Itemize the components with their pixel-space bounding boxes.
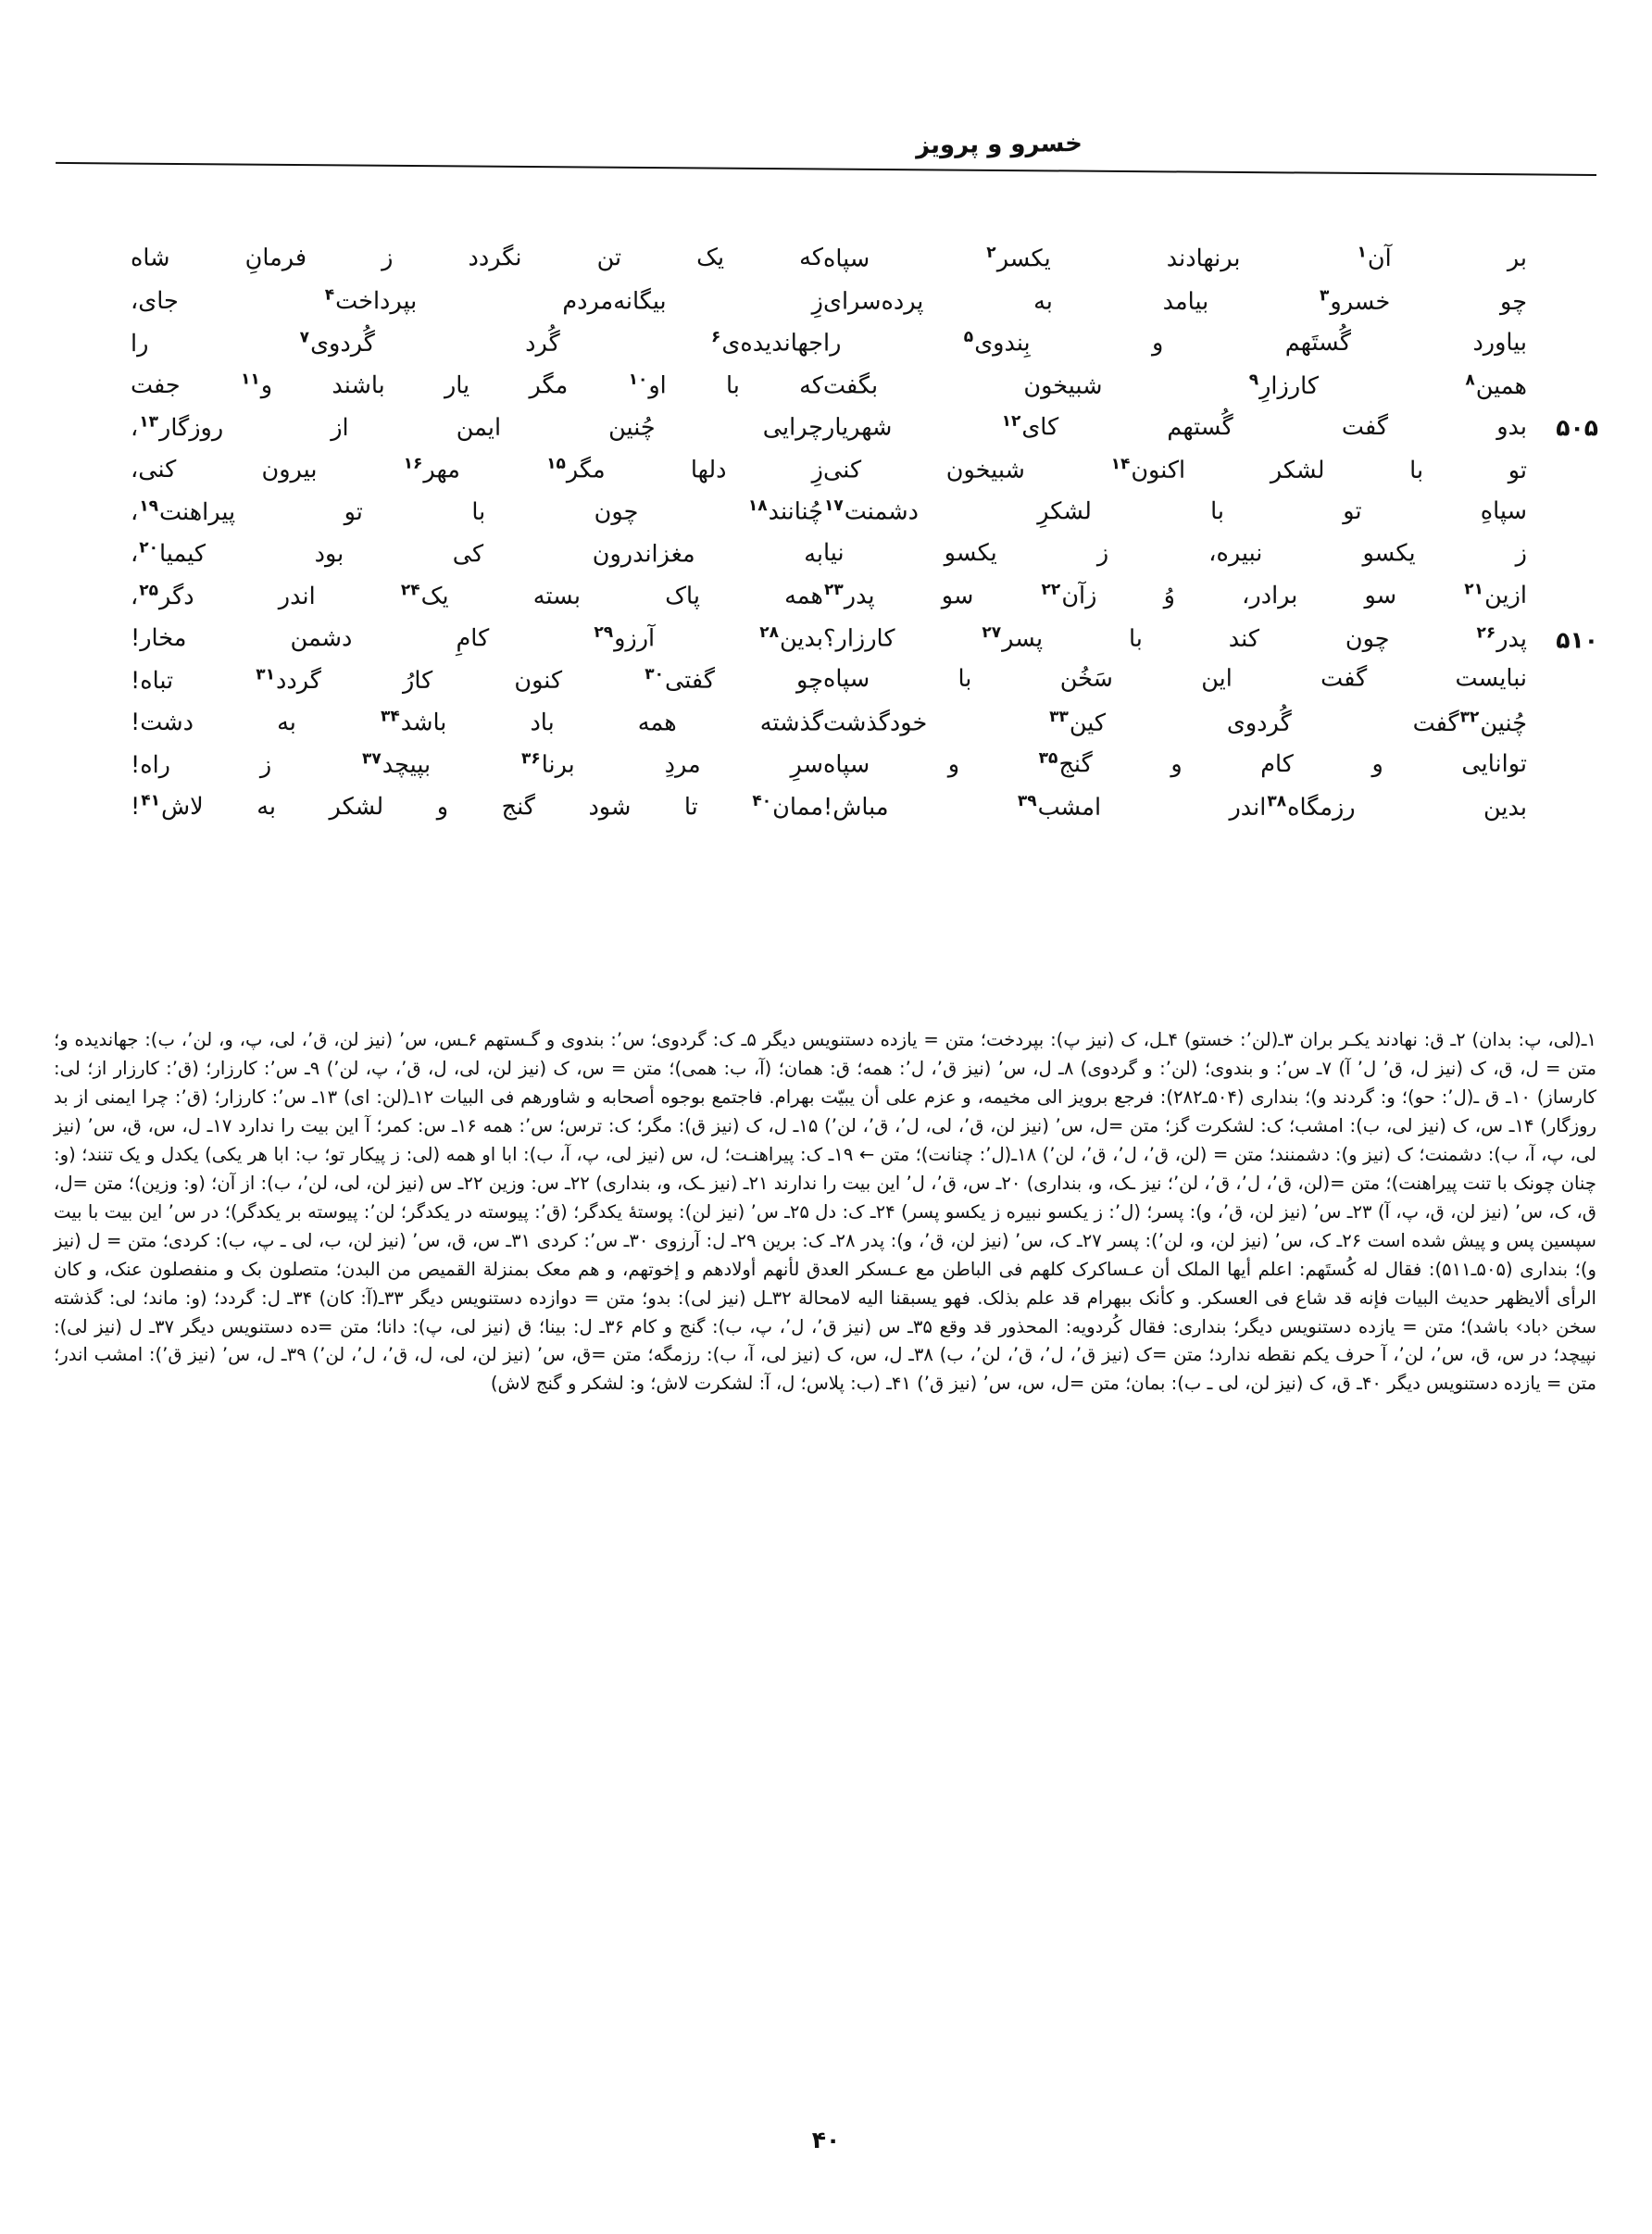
- hemistich-second: چُنانند$^{۱۸}$ چون با تو پیراهنت$^{۱۹}$،: [130, 496, 824, 527]
- hemistich-first: بیاورد گُستَهم و بِندوی$^۵$ را: [822, 327, 1528, 358]
- hemistich-first: ازین$^{۲۱}$ سو برادر، وُ زآن$^{۲۲}$ سو پدر$^{۲۳}$: [823, 580, 1528, 610]
- hemistich-second: که یک تن نگردد ز فرمانِ شاه: [130, 244, 824, 272]
- verse-couplet: [52, 790, 1596, 834]
- verse-couplet: [52, 621, 1599, 665]
- verse-couplet: [52, 495, 1596, 538]
- verse-couplet: [52, 706, 1596, 749]
- verse-couplet: [52, 284, 1596, 328]
- hemistich-first: چو خسرو$^۳$ بیامد به پرده‌سرای: [822, 285, 1527, 316]
- hemistich-first: بر آن$^۱$ برنهادند یکسر$^۲$ سپاه: [822, 243, 1528, 273]
- hemistich-second: زِ دلها مگر$^{۱۵}$ مهر$^{۱۶}$ بیرون کنی،: [130, 454, 824, 483]
- verse-couplet: [52, 369, 1596, 412]
- verse-couplet: [52, 537, 1596, 581]
- critical-apparatus: [54, 1026, 1596, 1399]
- hemistich-second: گذشته همه باد باشد$^{۳۴}$ به دشت!: [130, 707, 824, 736]
- verse-couplet: [52, 453, 1596, 496]
- hemistich-first: بدو گفت گُستهم کای$^{۱۲}$ شهریار: [822, 411, 1528, 442]
- verse-couplet: [52, 663, 1596, 707]
- hemistich-second: به مغزاندرون کی بود کیمیا$^{۲۰}$،: [130, 537, 824, 568]
- verse-couplet: [52, 579, 1596, 622]
- hemistich-second: بدین$^{۲۸}$ آرزو$^{۲۹}$ کامِ دشمن مخار!: [130, 622, 824, 652]
- hemistich-first: بدین رزمگاه$^{۳۸}$اندر امشب$^{۳۹}$ مباش!: [822, 791, 1527, 822]
- hemistich-first: پدر$^{۲۶}$ چون کند با پسر$^{۲۷}$ کارزار؟: [822, 622, 1528, 653]
- verse-couplet: [52, 326, 1596, 370]
- verse-number: ۵۰۵: [1556, 414, 1599, 442]
- verse-couplet: [52, 747, 1596, 791]
- header-rule: [56, 162, 1596, 176]
- verse-couplet: [52, 410, 1599, 454]
- page-number: ۴۰: [811, 2127, 841, 2153]
- hemistich-second: ممان$^{۴۰}$ تا شود گنج و لشکر به لاش$^{۴۱}$!: [130, 790, 824, 821]
- hemistich-second: که با او$^{۱۰}$ مگر یار باشند و$^{۱۱}$ جفت: [130, 370, 824, 399]
- hemistich-first: تو با لشکر اکنون$^{۱۴}$ شبیخون کنی: [822, 454, 1528, 484]
- hemistich-first: همین$^۸$ کارزارِ$^۹$ شبیخون بگفت: [822, 370, 1528, 400]
- page-header: [56, 130, 1596, 202]
- hemistich-second: زِ بیگانه‌مردم بپرداخت$^۴$ جای،: [130, 285, 824, 315]
- hemistich-second: همه پاک بسته یک$^{۲۴}$ اندر دگر$^{۲۵}$،: [130, 581, 824, 611]
- hemistich-second: سرِ مردِ برنا$^{۳۶}$ بپیچد$^{۳۷}$ ز راه!: [130, 749, 824, 780]
- hemistich-second: چرایی چُنین ایمن از روزگار$^{۱۳}$،: [130, 412, 824, 443]
- hemistich-first: سپاهِ تو با لشکرِ دشمنت$^{۱۷}$: [823, 496, 1528, 526]
- hemistich-first: چُنین$^{۳۲}$گفت گُردوی کین$^{۳۳}$ خودگذشت: [822, 707, 1528, 737]
- hemistich-second: چو گفتی$^{۳۰}$ کنون کارُ گردد$^{۳۱}$ تباه!: [130, 665, 824, 696]
- hemistich-first: نبایست گفت این سَخُن با سپاه: [822, 664, 1528, 694]
- verse-number: ۵۱۰: [1556, 626, 1599, 654]
- apparatus-text: ۱ـ(لی، پ: بدان) ۲ـ ق: نهادند یکـر بران ۳ـ(لن٬: خستو) ۴ـل، ک (نیز پ): بپردخت؛ متن = یازده دستنویس دیگر ۵ـ ک: گردوی؛ س٬: بندوی و گـستهم ۶ـس، س٬ (نیز لن، ق٬، لی، پ، و، لن٬، ب): جهاندیده و؛ متن = ل، ق، ک (نیز ل، ق٬ ل٬ آ) ۷ـ س٬: و بندوی؛ (لن٬: و گردوی) ۸ـ ل، س٬ (نیز ق٬، ل٬: همه؛ ق: همان؛ (آ، ب: همی)؛ متن = س، ک (نیز لن، لی، ل، ق٬، پ، لن٬) ۹ـ س٬: کارزار؛ (ق٬: کارزار از؛ لی: کارساز) ۱۰ـ ق ـ(ل٬: حو)؛ و: گردند و)؛ بنداری (۵۰۴ـ۲۸۲): فرجع برویز الی مخیمه، و عزم علی أن یبیّت بهرام. فاجتمع بوجوه أصحابه و شاورهم فی البیات ۱۲ـ(لن: ای) ۱۳ـ س٬: کارزار؛ (ق٬: چرا ایمنی از بد روزگار) ۱۴ـ س، ک (نیز لی، ب): امشب؛ ک: لشکرت گز؛ متن =ل، س٬ (نیز لن، ق٬، لی، ل٬، ق٬، لن٬) ۱۵ـ ل، ک (نیز ق): مگر؛ ک: ترس؛ س٬: همه ۱۶ـ س: کمر؛ آ این بیت را ندارد ۱۷ـ ل، س، ق، س٬ (نیز لی، پ، آ، ب): دشمنت؛ ک (نیز و): دشمنند؛ متن = (لن، ق٬، ل٬، ق٬، لن٬) ۱۸ـ(ل٬: چنانت)؛ متن ← ۱۹ـ ک: پیراهنـت؛ ل، س (نیز لی، پ، آ، ب): ابا او همه (لی: ز پیکار تو؛ ب: ابا هر یکی) یکدل و یک تنند؛ (و: چنان چونک با تنت پیراهنت)؛ متن =(لن، ق٬، ل٬، ق٬، لن٬؛ نیز ـک، و، بنداری) ۲۰ـ س، ق٬، ل٬ این بیت را ندارند ۲۱ـ (نیز ـک، و، بنداری) ۲۲ـ س: وزین ۲۲ـ س (نیز لن، لی، لن٬، ب): از آن؛ (و: وزین)؛ متن =ل، ق، ک، س٬ (نیز لن، ق، پ، آ) ۲۳ـ س٬ (نیز لن، ق٬، و): پسر؛ (ل٬: ز یکسو نبیره ز یکسو پسر) ۲۴ـ ک: دل ۲۵ـ س٬ (نیز لن): پوستهٔ یکدگر؛ (ق٬: پیوسته در یکدگر؛ لن٬: پیوسته بر یکدگر)؛ در س٬ این بیت با بیت سپسین پس و پیش شده است ۲۶ـ ک، س٬ (نیز لن، و، لن٬): پسر ۲۷ـ ک، س٬ (نیز لن، ق٬، و): پدر ۲۸ـ ک: برین ۲۹ـ ل: آرزوی ۳۰ـ س٬: کردی ۳۱ـ س، ق، س٬ (نیز لن، ب، لی ـ پ، ب): کردی؛ متن = ل (نیز و)؛ بنداری (۵۰۵ـ۵۱۱): فقال له کُستَهم: اعلم أیها الملک أن عـساکرک کلهم فی الباطن مع عـسکر العدق لأنهم أولادهم و إخوتهم، و هم معک بمنزلة القمیص من البدن؛ متصلون بک و منفصلون عنک، و کان الرأی ألایظهر حدیث البیات فإنه قد شاع فی العسکر. و کأنک ببهرام قد علم بذلک. فهو یسبقنا الیه لامحالة ۳۲ـل (نیز لی): بدو؛ متن = دوازده دستنویس دیگر ۳۳ـ(آ: کان) ۳۴ـ ل: گردد؛ (و: ماند؛ لی: گذشته سخن ‹باد› باشد)؛ متن = یازده دستنویس دیگر؛ بنداری: فقال کُردویه: المحذور قد وقع ۳۵ـ س (نیز ق٬، ل٬، پ، ب): گنج و کام ۳۶ـ ل: بینا؛ ق (نیز لی، پ): دانا؛ متن =ده دستنویس دیگر ۳۷ـ ل (نیز لی): نپیچد؛ در س، ق، س٬، لن٬، آ حرف یکم نقطه ندارد؛ متن =ک (نیز ق٬، ل٬، ق٬، لن٬، ب) ۳۸ـ ل، س، ک (نیز لی، آ، ب): رزمگه؛ متن =ق، س٬ (نیز لن، لی، ل، ق٬، ل٬، لن٬) ۳۹ـ ل، س٬ (نیز ق٬): امشب اندر؛ متن = یازده دستنویس دیگر ۴۰ـ ق، ک (نیز لن، لی ـ ب): بمان؛ متن =ل، س، س٬ (نیز ق٬) ۴۱ـ (ب: پلاس؛ ل، آ: لشکرت لاش؛ و: لشکر و گنج لاش): [54, 1029, 1597, 1395]
- verse-block: [52, 243, 1599, 833]
- hemistich-first: ز یکسو نبیره، ز یکسو نیا: [822, 538, 1528, 568]
- hemistich-first: توانایی و کام و گنج$^{۳۵}$ و سپاه: [822, 748, 1528, 779]
- hemistich-second: جهاندیده‌ی$^۶$ گُرد گُردوی$^۷$ را: [130, 328, 823, 358]
- running-head-title: خسرو و پرویز: [915, 130, 1083, 160]
- verse-couplet: [52, 242, 1596, 285]
